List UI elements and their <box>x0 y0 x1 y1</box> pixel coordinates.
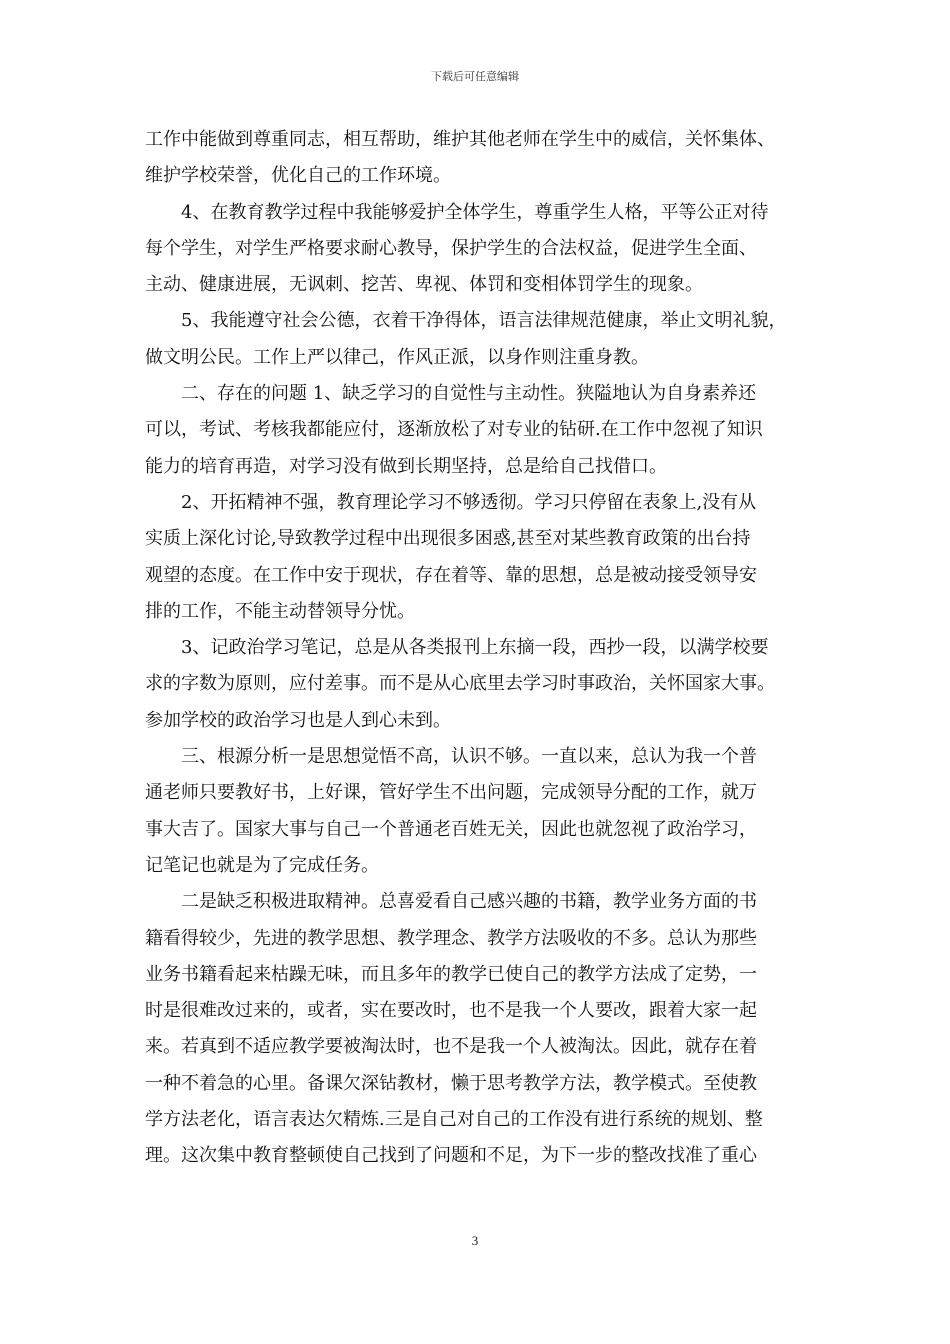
text-line: 3、记政治学习笔记，总是从各类报刊上东摘一段，西抄一段，以满学校要 <box>145 637 769 659</box>
text-line: 事大吉了。国家大事与自己一个普通老百姓无关，因此也就忽视了政治学习， <box>145 818 757 840</box>
text-line: 做文明公民。工作上严以律己，作风正派，以身作则注重身教。 <box>145 346 649 368</box>
body-text <box>145 122 825 1175</box>
text-line: 每个学生，对学生严格要求耐心教导，保护学生的合法权益，促进学生全面、 <box>145 237 757 259</box>
text-line: 理。这次集中教育整顿使自己找到了问题和不足，为下一步的整改找准了重心 <box>145 1145 757 1167</box>
text-line: 实质上深化讨论,导致教学过程中出现很多困惑,甚至对某些教育政策的出台持 <box>145 528 751 550</box>
text-line: 二是缺乏积极进取精神。总喜爱看自己感兴趣的书籍，教学业务方面的书 <box>145 891 757 913</box>
text-line: 能力的培育再造，对学习没有做到长期坚持，总是给自己找借口。 <box>145 455 667 477</box>
text-line: 排的工作，不能主动替领导分忧。 <box>145 600 415 622</box>
text-line: 记笔记也就是为了完成任务。 <box>145 854 379 876</box>
page-header: 下载后可任意编辑 <box>431 70 519 83</box>
page-number: 3 <box>471 1233 479 1248</box>
text-line: 求的字数为原则，应付差事。而不是从心底里去学习时事政治，关怀国家大事。 <box>145 673 775 695</box>
text-line: 时是很难改过来的，或者，实在要改时，也不是我一个人要改，跟着大家一起 <box>145 1000 757 1022</box>
text-line: 业务书籍看起来枯躁无味，而且多年的教学已使自己的教学方法成了定势，一 <box>145 963 757 985</box>
text-line: 参加学校的政治学习也是人到心未到。 <box>145 709 451 731</box>
text-line: 观望的态度。在工作中安于现状，存在着等、靠的思想，总是被动接受领导安 <box>145 564 757 586</box>
text-line: 学方法老化，语言表达欠精炼.三是自己对自己的工作没有进行系统的规划、整 <box>145 1109 763 1131</box>
text-line: 维护学校荣誉，优化自己的工作环境。 <box>145 165 451 187</box>
text-line: 三、根源分析一是思想觉悟不高，认识不够。一直以来，总认为我一个普 <box>145 746 757 768</box>
text-line: 5、我能遵守社会公德，衣着干净得体，语言法律规范健康，举止文明礼貌， <box>145 310 787 332</box>
text-line: 主动、健康进展，无讽刺、挖苦、卑视、体罚和变相体罚学生的现象。 <box>145 274 703 296</box>
text-line: 通老师只要教好书，上好课，管好学生不出问题，完成领导分配的工作，就万 <box>145 782 757 804</box>
text-line: 工作中能做到尊重同志，相互帮助，维护其他老师在学生中的威信，关怀集体、 <box>145 129 775 150</box>
text-line: 来。若真到不适应教学要被淘汰时，也不是我一个人被淘汰。因此，就存在着 <box>145 1036 757 1058</box>
text-line: 籍看得较少，先进的教学思想、教学理念、教学方法吸收的不多。总认为那些 <box>145 927 757 949</box>
text-line: 2、开拓精神不强，教育理论学习不够透彻。学习只停留在表象上,没有从 <box>145 491 757 513</box>
text-line: 4、在教育教学过程中我能够爱护全体学生，尊重学生人格，平等公正对待 <box>145 201 769 223</box>
text-line: 可以，考试、考核我都能应付，逐渐放松了对专业的钻研.在工作中忽视了知识 <box>145 419 763 441</box>
text-line: 二、存在的问题 1、缺乏学习的自觉性与主动性。狭隘地认为自身素养还 <box>145 383 757 405</box>
text-line: 一种不着急的心里。备课欠深钻教材，懒于思考教学方法，教学模式。至使教 <box>145 1072 757 1094</box>
